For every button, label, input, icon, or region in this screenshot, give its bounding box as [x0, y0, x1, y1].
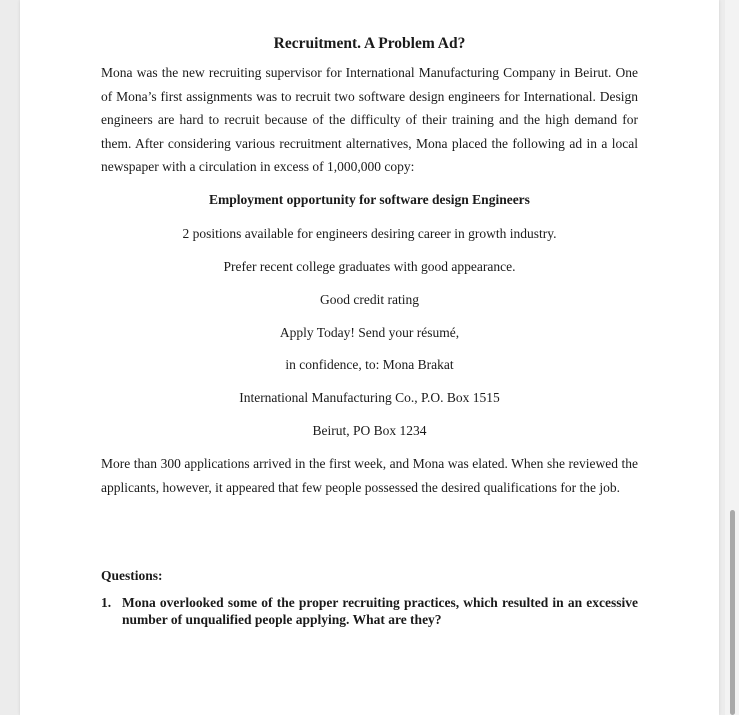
document-page — [20, 0, 719, 715]
questions-heading: Questions: — [101, 568, 163, 583]
ad-line-address: International Manufacturing Co., P.O. Box 1515 — [239, 390, 500, 405]
ad-line-credit: Good credit rating — [320, 292, 419, 307]
ad-line-city: Beirut, PO Box 1234 — [312, 423, 427, 438]
ad-line-positions: 2 positions available for engineers desiring career in growth industry. — [182, 226, 557, 241]
intro-paragraph: Mona was the new recruiting supervisor for International Manufacturing Company in Beirut. One of Mona’s first assignments was to recruit two software design engineers for International. Design engineers are hard to recruit because of the difficulty of their training and the high demand for them. After considering various recruitment alternatives, Mona placed the following ad in a local newspaper with a circulation in excess of 1,000,000 copy: — [101, 65, 638, 175]
scrollbar-thumb[interactable] — [730, 510, 735, 715]
ad-line-apply: Apply Today! Send your résumé, — [279, 325, 460, 340]
ad-heading: Employment opportunity for software design Engineers — [209, 192, 530, 207]
question-item — [101, 594, 638, 628]
ad-line-confidence: in confidence, to: Mona Brakat — [285, 357, 454, 372]
document-title: Recruitment. A Problem Ad? — [273, 35, 466, 52]
question-number: 1. — [101, 595, 112, 610]
question-text: Mona overlooked some of the proper recruiting practices, which resulted in an excessive number of unqualified people applying. What are they? — [122, 595, 638, 627]
scrollbar-track[interactable] — [725, 0, 739, 715]
outcome-paragraph: More than 300 applications arrived in the first week, and Mona was elated. When she reviewed the applicants, however, it appeared that few people possessed the desired qualifications for the job. — [101, 456, 638, 495]
ad-line-preference: Prefer recent college graduates with good appearance. — [223, 259, 516, 274]
